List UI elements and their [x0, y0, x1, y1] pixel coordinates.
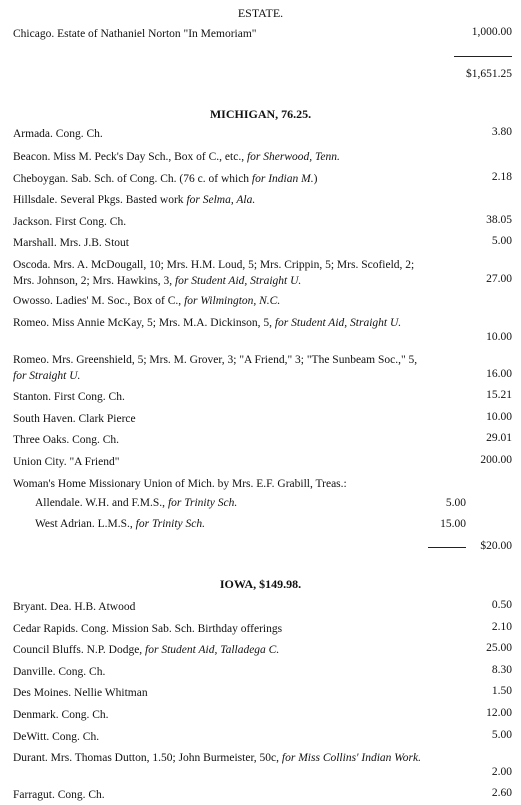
michigan-row-amount: 10.00	[486, 331, 512, 343]
iowa-row: Durant. Mrs. Thomas Dutton, 1.50; John Burmeister, 50c, for Miss Collins' Indian Work.	[13, 752, 422, 764]
michigan-row-amount: 38.05	[486, 214, 512, 226]
michigan-row-amount: 3.80	[491, 126, 512, 138]
michigan-row: Romeo. Mrs. Greenshield, 5; Mrs. M. Grover, 3; "A Friend," 3; "The Sunbeam Soc.," 5, for Straight U.	[13, 354, 418, 382]
iowa-row: Danville. Cong. Ch.	[13, 666, 106, 678]
michigan-row-amount: 15.21	[486, 389, 512, 401]
estate-heading: ESTATE.	[237, 6, 284, 20]
michigan-row-amount: 2.18	[491, 171, 512, 183]
estate-row-desc: Chicago. Estate of Nathaniel Norton "In Memoriam"	[13, 28, 257, 40]
michigan-row: Oscoda. Mrs. A. McDougall, 10; Mrs. H.M. Loud, 5; Mrs. Crippin, 5; Mrs. Scofield, 2; Mrs. Johnson, 2; Mrs. Hawkins, 3, for Student Aid, Straight U.	[13, 259, 415, 287]
union-subtotal-rule	[428, 547, 466, 548]
iowa-row-amount: 1.50	[491, 685, 512, 697]
michigan-row: Union City. "A Friend"	[13, 456, 120, 468]
michigan-row-amount: 5.00	[491, 235, 512, 247]
michigan-row: Jackson. First Cong. Ch.	[13, 216, 127, 228]
union-item: West Adrian. L.M.S., for Trinity Sch.	[35, 518, 205, 530]
michigan-row: South Haven. Clark Pierce	[13, 413, 136, 425]
michigan-row: Romeo. Miss Annie McKay, 5; Mrs. M.A. Dickinson, 5, for Student Aid, Straight U.	[13, 317, 402, 329]
michigan-row: Armada. Cong. Ch.	[13, 128, 103, 140]
iowa-row-amount: 0.50	[491, 599, 512, 611]
iowa-row: Des Moines. Nellie Whitman	[13, 687, 148, 699]
iowa-heading: IOWA, $149.98.	[219, 577, 302, 591]
michigan-heading: MICHIGAN, 76.25.	[209, 107, 312, 121]
iowa-row: Cedar Rapids. Cong. Mission Sab. Sch. Birthday offerings	[13, 623, 283, 635]
iowa-row-amount: 2.00	[491, 766, 512, 778]
michigan-row: Stanton. First Cong. Ch.	[13, 391, 125, 403]
michigan-row: Marshall. Mrs. J.B. Stout	[13, 237, 129, 249]
union-item: Allendale. W.H. and F.M.S., for Trinity Sch.	[35, 497, 238, 509]
estate-total-rule	[454, 56, 512, 57]
iowa-row: Bryant. Dea. H.B. Atwood	[13, 601, 136, 613]
iowa-row-amount: 2.60	[491, 787, 512, 799]
iowa-row-amount: 2.10	[491, 621, 512, 633]
iowa-row: Council Bluffs. N.P. Dodge, for Student Aid, Talladega C.	[13, 644, 280, 656]
estate-row-amount: 1,000.00	[471, 26, 512, 38]
michigan-row-amount: 29.01	[486, 432, 512, 444]
michigan-row-amount: 200.00	[480, 454, 512, 466]
iowa-row-amount: 12.00	[486, 707, 512, 719]
iowa-row-amount: 25.00	[486, 642, 512, 654]
michigan-row-amount: 27.00	[486, 273, 512, 285]
michigan-row: Three Oaks. Cong. Ch.	[13, 434, 120, 446]
michigan-row: Owosso. Ladies' M. Soc., Box of C., for Wilmington, N.C.	[13, 295, 281, 307]
iowa-row: Farragut. Cong. Ch.	[13, 789, 105, 801]
estate-total: $1,651.25	[466, 68, 512, 80]
iowa-row-amount: 8.30	[491, 664, 512, 676]
union-total: $20.00	[480, 540, 512, 552]
iowa-row: Denmark. Cong. Ch.	[13, 709, 109, 721]
iowa-row-amount: 5.00	[491, 729, 512, 741]
michigan-row: Beacon. Miss M. Peck's Day Sch., Box of C., etc., for Sherwood, Tenn.	[13, 151, 340, 163]
union-item-amount: 5.00	[445, 497, 466, 509]
michigan-row-amount: 10.00	[486, 411, 512, 423]
union-item-amount: 15.00	[440, 518, 466, 530]
union-title: Woman's Home Missionary Union of Mich. by Mrs. E.F. Grabill, Treas.:	[13, 478, 347, 490]
michigan-row: Cheboygan. Sab. Sch. of Cong. Ch. (76 c. of which for Indian M.)	[13, 173, 318, 185]
iowa-row: DeWitt. Cong. Ch.	[13, 731, 100, 743]
michigan-row-amount: 16.00	[486, 368, 512, 380]
michigan-row: Hillsdale. Several Pkgs. Basted work for Selma, Ala.	[13, 194, 256, 206]
